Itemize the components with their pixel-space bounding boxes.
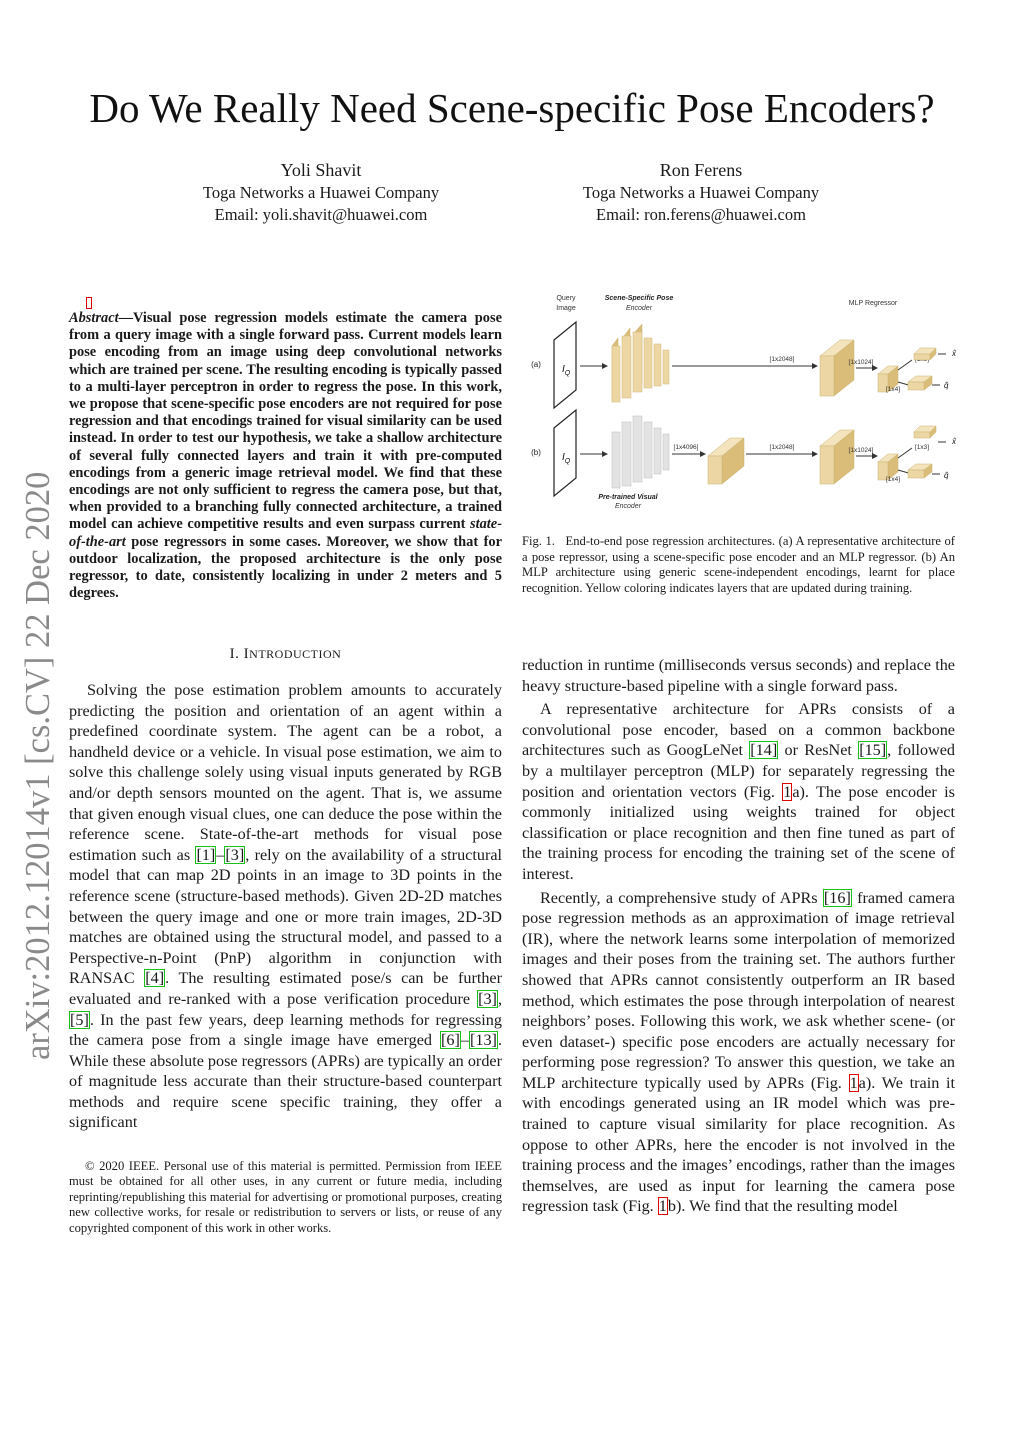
fc-layer-4096	[708, 438, 744, 484]
query-image-frame	[554, 410, 576, 496]
text-run: . While these absolute pose regressors (APRs) are typically an order of magnitude less accurate than their structure-based counterpart methods and require scene specific training, they offer a significant	[69, 1031, 502, 1132]
encoder-plate	[622, 422, 631, 486]
query-image-label: Query	[556, 295, 576, 302]
copyright-notice: © 2020 IEEE. Personal use of this material is permitted. Permission from IEEE must be obtained for all other uses, in any current or future media, including reprinting/republishing this material for advertising or promotional purposes, creating new collective works, for resale or redistribution to servers or lists, or reuse of any copyrighted component of this work in other works.	[69, 1159, 502, 1235]
section-numeral: I.	[229, 646, 244, 662]
encoder-plate	[612, 432, 620, 488]
paragraph	[522, 888, 955, 1218]
author-affiliation: Toga Networks a Huawei Company	[582, 183, 820, 202]
author-name: Yoli Shavit	[280, 160, 362, 180]
fc-layer-1x3	[914, 426, 936, 438]
citation-link[interactable]: [6]	[441, 1031, 460, 1050]
citation-link[interactable]: [13]	[469, 1031, 497, 1050]
text-run: Recently, a comprehensive study of APRs	[540, 888, 823, 907]
abstract-label: Abstract	[69, 310, 119, 326]
text-run: or ResNet	[778, 741, 859, 760]
paragraph	[522, 699, 955, 884]
dim-label-1x3: [1x3]	[914, 444, 930, 451]
dim-label-2048: [1x2048]	[769, 444, 795, 451]
encoder-plate	[644, 338, 652, 388]
query-image-symbol: $I_Q$	[562, 364, 571, 377]
citation-link[interactable]: [3]	[225, 845, 245, 864]
figure-caption-text: End-to-end pose regression architectures. (a) A representative architecture of a pose repressor, using a scene-specific pose encoder and an MLP regressor. (b) An MLP architecture using generic scene-independent encodings, learnt for place recognition. Yellow coloring indicates layers that are updated during training.	[522, 534, 956, 595]
encoder-plate	[663, 350, 669, 384]
author-email: Email: ron.ferens@huawei.com	[596, 204, 806, 224]
figure-link[interactable]: 1	[849, 1073, 858, 1092]
encoder-plate	[633, 416, 642, 482]
intro-paragraph	[69, 680, 502, 1133]
text-run: –	[216, 845, 225, 864]
query-image-frame	[554, 322, 576, 408]
encoder-label: Encoder	[614, 503, 642, 510]
author-block-2	[511, 158, 891, 225]
citation-link[interactable]: [5]	[70, 1010, 89, 1029]
footnote-link-marker[interactable]	[86, 297, 92, 309]
figure-caption	[522, 534, 955, 596]
output-orientation: q̂	[944, 471, 949, 480]
arrowhead	[602, 363, 608, 369]
row-label-a: (a)	[531, 360, 541, 369]
query-image-label: Image	[556, 305, 576, 312]
author-affiliation: Toga Networks a Huawei Company	[202, 183, 440, 202]
arrowhead	[700, 451, 706, 457]
encoder-plate	[612, 346, 620, 402]
encoder-plate	[633, 332, 642, 392]
intro-right-column	[522, 655, 955, 1217]
text-run: ,	[497, 989, 502, 1008]
citation-link[interactable]: [1]	[196, 845, 216, 864]
mlp-regressor-label: MLP Regressor	[848, 300, 898, 307]
text-run: a). We train it with encodings generated using an IR model which was pre-trained to capture visual similarity for place recognition. As oppose to other APRs, here the encoder is not involved in the training process and the images’ encodings, rather than the images themselves, are used as input for learning the camera pose regression task (Fig.	[522, 1073, 956, 1216]
encoder-plate	[644, 422, 652, 478]
figure-link[interactable]: 1	[783, 782, 792, 801]
arxiv-stamp: arXiv:2012.12014v1 [cs.CV] 22 Dec 2020	[19, 471, 57, 1060]
dim-label-1x4: [1x4]	[885, 476, 901, 483]
abstract-text-end: pose regressors in some cases. Moreover, we show that for outdoor localization, the proposed architecture is the only pose regressor, to date, consistently localizing in under 2 meters and 5 degrees.	[69, 533, 502, 602]
section-title: NTRODUCTION	[249, 647, 342, 661]
text-run: framed camera pose regression methods as an approximation of image retrieval (IR), where the network learns some interpolation of memorized images and their poses from the training set. The authors further showed that APRs cannot consistently outperform an IR based method, which estimates the pose through interpolation of nearest neighbors’ poses. Following this work, we ask whether scene- (or even dataset-) specific pose encoders are actually necessary for performing pose regression? To answer this question, we take an MLP architecture typically used by APRs (Fig.	[522, 888, 955, 1092]
author-block-1	[131, 158, 511, 225]
encoder-plate	[622, 336, 631, 398]
dim-label-2048: [1x2048]	[769, 356, 795, 363]
encoder-plate	[654, 428, 661, 474]
text-run: , followed by a multilayer perceptron (MLP) for separately regressing the position and orientation vectors (Fig.	[522, 741, 956, 801]
text-run: , rely on the availability of a structural model that can map 2D points in an image to 3D points in the reference scene (structure-based methods). Given 2D-2D matches between the query image and one or more train images, 2D-3D matches are obtained using the structural model, and passed to a Perspective-n-Point (PnP) algorithm in conjunction with RANSAC	[69, 845, 503, 988]
abstract	[69, 310, 502, 602]
abstract-emphasis: state-of-the-art	[69, 516, 502, 550]
text-run: . The resulting estimated pose/s can be further evaluated and re-ranked with a pose verification procedure	[69, 969, 502, 1008]
arrowhead	[812, 363, 818, 369]
citation-link[interactable]: [4]	[145, 969, 165, 988]
output-position: x̂	[952, 349, 956, 358]
pretrained-label: Pre-trained Visual	[598, 494, 658, 501]
citation-link[interactable]: [14]	[750, 741, 778, 760]
fc-layer-1x3	[914, 348, 936, 360]
encoder-plate	[663, 434, 669, 470]
row-label-b: (b)	[531, 448, 541, 457]
section-heading	[69, 646, 502, 663]
author-email: Email: yoli.shavit@huawei.com	[214, 204, 428, 224]
encoder-plate	[654, 344, 661, 386]
text-run: . In the past few years, deep learning methods for regressing the camera pose from a single image have emerged	[69, 1010, 502, 1050]
text-run: a). The pose encoder is commonly initialized using weights trained for object classification or place recognition and then fine tuned as part of the training process for encoding the training set of the scene of interest.	[522, 782, 955, 883]
pretrained-encoder	[612, 416, 669, 488]
arrowhead	[602, 451, 608, 457]
encoder-label: Encoder	[625, 305, 653, 312]
output-position: x̂	[952, 437, 956, 446]
citation-link[interactable]: [3]	[478, 989, 497, 1008]
dim-label-1x4: [1x4]	[885, 386, 901, 393]
arrow	[898, 448, 912, 458]
dim-label-1024: [1x1024]	[848, 447, 874, 454]
citation-link[interactable]: [16]	[823, 888, 851, 907]
paper-title: Do We Really Need Scene-specific Pose Encoders?	[89, 85, 935, 131]
author-name: Ron Ferens	[659, 160, 743, 180]
text-run: A representative architecture for APRs consists of a convolutional pose encoder, based on a common backbone architectures such as GoogLeNet	[522, 700, 955, 760]
figure-caption-label: Fig. 1.	[522, 534, 555, 548]
fc-layer-1x4	[908, 464, 932, 478]
fc-layer-1x4	[908, 376, 932, 390]
arrow	[898, 360, 912, 370]
text-run: b). We find that the resulting model	[667, 1197, 898, 1216]
output-orientation: q̂	[944, 381, 949, 390]
fc-layer-2048	[820, 340, 854, 396]
scene-specific-label: Scene-Specific Pose	[604, 295, 674, 302]
dim-label-1024: [1x1024]	[848, 359, 874, 366]
query-image-symbol: $I_Q$	[562, 452, 571, 465]
citation-link[interactable]: [15]	[859, 741, 887, 760]
section-initial: I	[243, 646, 250, 662]
paragraph: reduction in runtime (milliseconds versus seconds) and replace the heavy structure-based pipeline with a single forward pass.	[522, 656, 955, 695]
fc-layer-2048	[820, 430, 854, 484]
abstract-text: —Visual pose regression models estimate the camera pose from a query image with a single forward pass. Current models learn pose encoding from an image using deep convolutional networks which are trained per scene. The resulting encoding is typically passed to a multi-layer perceptron in order to regress the pose. In this work, we propose that scene-specific pose encoders are not required for pose regression and that encodings trained for visual similarity can be used instead. In order to test our hypothesis, we take a shallow architecture of several fully connected layers and train it with pre-computed encodings from a generic image retrieval model. We find that these encodings are not only sufficient to regress the camera pose, but that, when provided to a branching fully connected architecture, a trained model can achieve competitive results and even surpass current	[69, 310, 502, 533]
arrowhead	[812, 451, 818, 457]
intro-left-column	[69, 680, 502, 1133]
figure-link[interactable]: 1	[658, 1197, 667, 1216]
scene-specific-encoder	[612, 324, 669, 402]
text-run: –	[460, 1031, 469, 1050]
architecture-figure	[522, 288, 962, 518]
dim-label-4096: [1x4096]	[673, 444, 699, 451]
text-run: Solving the pose estimation problem amounts to accurately predicting the position and orientation of an agent within a predefined coordinate system. The agent can be a robot, a handheld device or a vehicle. In visual pose estimation, we aim to solve this challenge solely using visual inputs generated by RGB and/or depth sensors mounted on the agent. That is, we assume that given enough visual clues, one can deduce the pose within the reference scene. State-of-the-art methods for visual pose estimation such as	[69, 681, 502, 864]
